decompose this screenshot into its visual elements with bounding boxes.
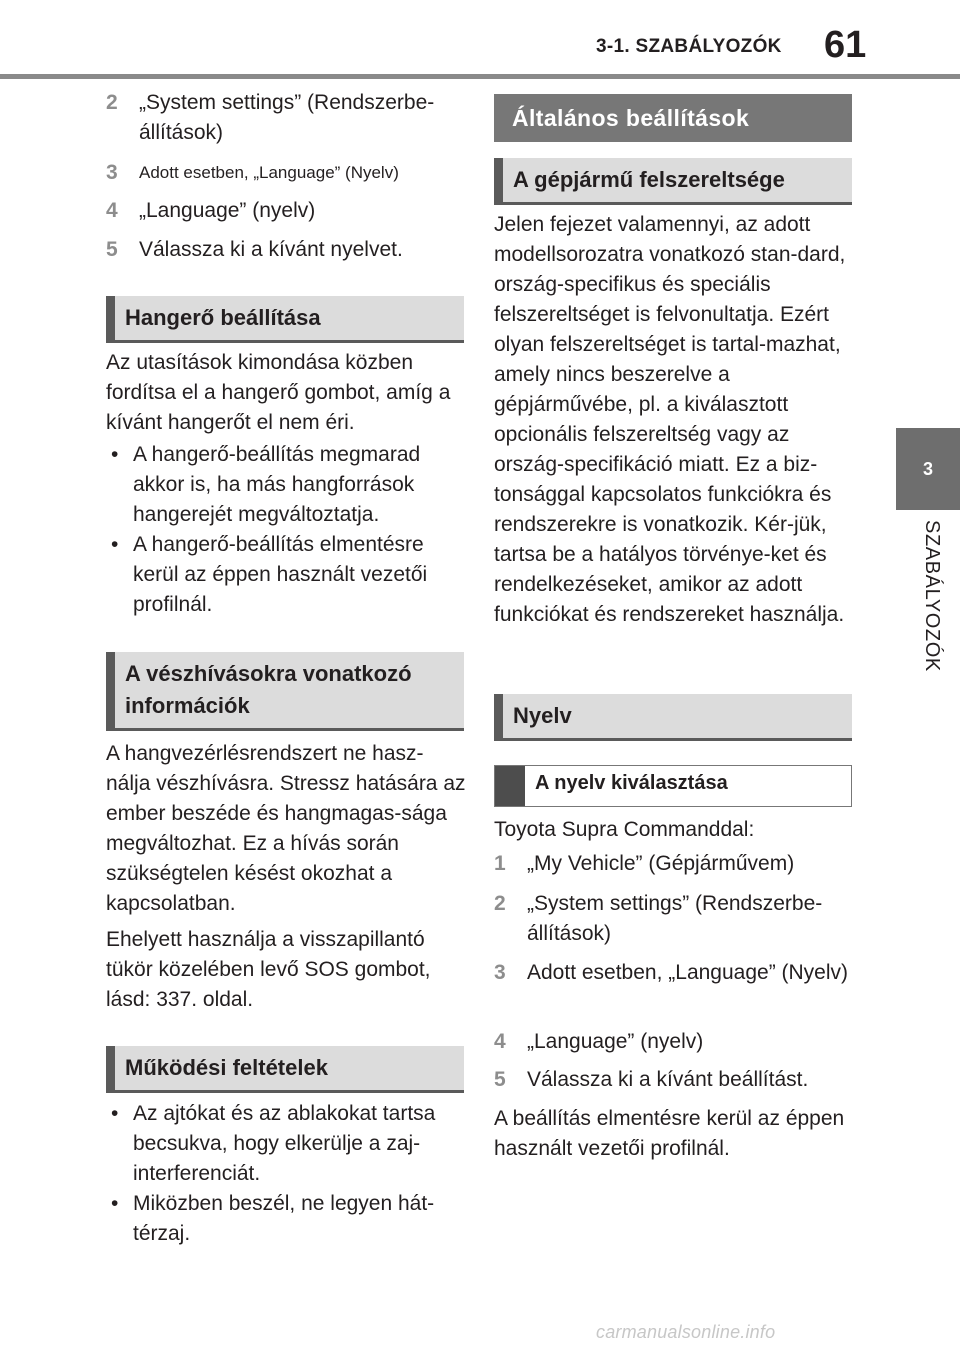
step-text: „My Vehicle” (Gépjárművem) (527, 852, 795, 875)
step-text: Válassza ki a kívánt nyelvet. (139, 238, 403, 261)
list-item: • Miközben beszél, ne legyen hát-térzaj. (106, 1189, 466, 1249)
step-number: 4 (106, 199, 118, 222)
subheading-label: A nyelv kiválasztása (535, 772, 728, 794)
step-item (494, 958, 854, 988)
volume-paragraph: Az utasítások kimondása közben fordítsa el a hangerő gombot, amíg a kívánt hangerőt el nem éri. (106, 351, 451, 434)
step-number: 2 (106, 91, 118, 114)
step-item (106, 158, 466, 188)
emergency-paragraph: A hangvezérlésrendszert ne hasz-nálja vészhívásra. Stressz hatására az ember beszéde és hangmagas-sága megváltozhat. Ez a hívás során szükségtelen késést okozhat a kapcsolatban. (106, 742, 466, 915)
step-number: 4 (494, 1030, 506, 1053)
step-text: „System settings” (Rendszerbe-állítások) (139, 91, 435, 144)
step-text: Adott esetben, „Language” (Nyelv) (139, 163, 399, 182)
list-item: • A hangerő-beállítás megmarad akkor is, ha más hangforrások hangerejét megváltoztatja. (106, 440, 466, 530)
step-text: Válassza ki a kívánt beállítást. (527, 1068, 809, 1091)
chapter-tab-number: 3 (896, 428, 960, 510)
chapter-tab-label: SZABÁLYOZÓK (921, 520, 943, 672)
section-heading-volume: Hangerő beállítása (106, 296, 464, 343)
page-number: 61 (824, 24, 867, 66)
step-number: 5 (106, 238, 118, 261)
step-item (494, 1027, 854, 1057)
step-number: 3 (494, 961, 506, 984)
volume-bullet-list (106, 440, 466, 620)
step-item (494, 849, 854, 879)
step-number: 2 (494, 892, 506, 915)
step-text: „Language” (nyelv) (139, 199, 316, 222)
header-rule (0, 74, 960, 79)
running-header-section: 3-1. SZABÁLYOZÓK (596, 36, 782, 57)
step-item (494, 1065, 854, 1095)
step-item (494, 889, 854, 949)
language-outro: A beállítás elmentésre kerül az éppen használt vezetői profilnál. (494, 1107, 845, 1160)
section-heading-conditions: Működési feltételek (106, 1046, 464, 1093)
subheading-marker (495, 766, 525, 806)
conditions-bullet-list (106, 1099, 466, 1249)
step-number: 1 (494, 852, 506, 875)
step-text: „System settings” (Rendszerbe-állítások) (527, 892, 823, 945)
subsection-heading-language-select (494, 765, 852, 807)
step-text: Adott esetben, „Language” (Nyelv) (527, 961, 849, 984)
equipment-paragraph: Jelen fejezet valamennyi, az adott modellsorozatra vonatkozó stan-dard, ország-specifikus és speciális felszereltséget is felvonultatja. Ezért olyan felszereltséget is tartal-mazhat, amely nincs beszerelve a gépjárművébe, pl. a kiválasztott opcionális felszereltség vagy az ország-specifikáció miatt. Ez a biz-tonsággal kapcsolatos funkciókra és rendszerekre is vonatkozik. Kér-jük, tartsa be a hatályos törvénye-ket és rendelkezéseket, amikor az adott funkciókat és rendszereket használja. (494, 213, 846, 626)
step-item (106, 196, 466, 226)
step-item (106, 88, 466, 148)
chapter-heading-general-settings: Általános beállítások (494, 94, 852, 142)
step-number: 5 (494, 1068, 506, 1091)
list-item: • Az ajtókat és az ablakokat tartsa becsukva, hogy elkerülje a zaj-interferenciát. (106, 1099, 466, 1189)
step-item (106, 235, 466, 265)
language-intro: Toyota Supra Commanddal: (494, 818, 755, 841)
step-number: 3 (106, 161, 118, 184)
step-text: „Language” (nyelv) (527, 1030, 704, 1053)
section-heading-equipment: A gépjármű felszereltsége (494, 158, 852, 205)
section-heading-emergency: A vészhívásokra vonatkozó információk (106, 652, 464, 731)
section-heading-language: Nyelv (494, 694, 852, 741)
sos-paragraph: Ehelyett használja a visszapillantó tükör közelében levő SOS gombot, lásd: 337. oldal. (106, 928, 431, 1011)
watermark: carmanualsonline.info (596, 1322, 776, 1342)
list-item: • A hangerő-beállítás elmentésre kerül az éppen használt vezetői profilnál. (106, 530, 466, 620)
